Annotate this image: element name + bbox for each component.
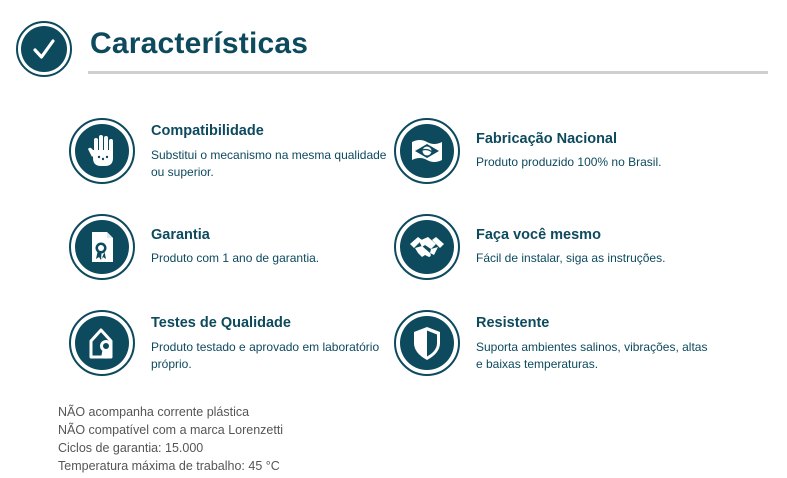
quality-test-icon	[75, 316, 129, 370]
feature-compatibility	[69, 118, 399, 188]
note-item: Ciclos de garantia: 15.000	[58, 441, 204, 455]
feature-icon-circle	[394, 118, 460, 184]
handshake-icon	[400, 220, 454, 274]
feature-title: Testes de Qualidade	[151, 315, 291, 331]
note-item: Temperatura máxima de trabalho: 45 °C	[58, 459, 280, 473]
title-divider	[88, 71, 768, 74]
feature-title: Fabricação Nacional	[476, 131, 618, 147]
feature-title: Faça você mesmo	[476, 227, 601, 243]
feature-icon-circle	[69, 214, 135, 280]
feature-description: Produto com 1 ano de garantia.	[151, 251, 320, 265]
feature-description: Suporta ambientes salinos, vibrações, altas e baixas temperaturas.	[476, 340, 708, 371]
page-title: Características	[90, 27, 309, 60]
feature-quality-tests	[69, 310, 399, 380]
header-badge	[16, 21, 72, 77]
feature-title: Garantia	[151, 227, 210, 243]
feature-title: Compatibilidade	[151, 123, 264, 139]
brazil-flag-icon	[400, 124, 454, 178]
feature-description: Produto testado e aprovado em laboratório próprio.	[151, 340, 380, 371]
feature-icon-circle	[394, 310, 460, 376]
note-item: NÃO acompanha corrente plástica	[58, 405, 250, 419]
feature-title: Resistente	[476, 315, 550, 331]
checkmark-icon	[18, 23, 70, 75]
certificate-icon	[75, 220, 129, 274]
note-item: NÃO compatível com a marca Lorenzetti	[58, 423, 284, 437]
feature-description: Fácil de instalar, siga as instruções.	[476, 251, 666, 265]
feature-do-it-yourself	[394, 214, 724, 284]
feature-description: Produto produzido 100% no Brasil.	[476, 155, 662, 169]
feature-description: Substitui o mecanismo na mesma qualidade ou superior.	[151, 148, 387, 179]
feature-icon-circle	[394, 214, 460, 280]
feature-national-manufacturing	[394, 118, 724, 188]
hand-icon	[75, 124, 129, 178]
feature-warranty	[69, 214, 399, 284]
shield-icon	[400, 316, 454, 370]
feature-icon-circle	[69, 310, 135, 376]
product-notes	[58, 403, 283, 475]
feature-icon-circle	[69, 118, 135, 184]
feature-resistant	[394, 310, 724, 380]
